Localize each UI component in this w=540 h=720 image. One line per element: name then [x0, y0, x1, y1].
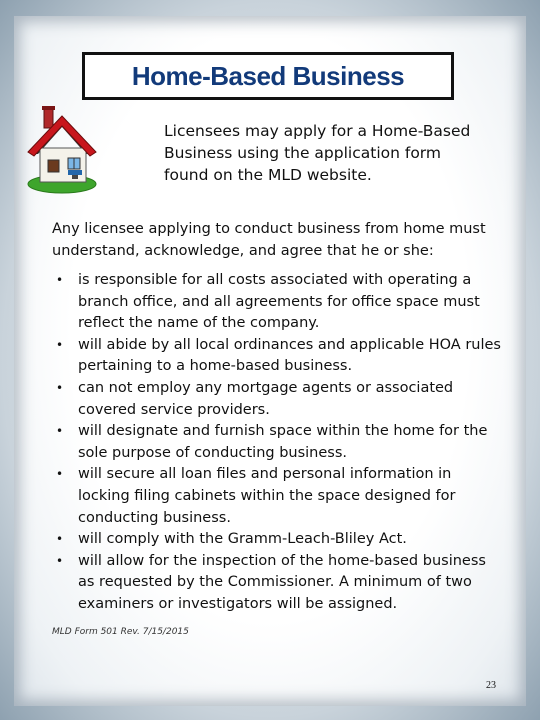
- list-item: • will allow for the inspection of the home-based business as requested by the Commissioner. A minimum of two examiners or investigators will be assigned.: [52, 551, 502, 616]
- page-title: Home-Based Business: [131, 60, 405, 91]
- page-number: 23: [486, 680, 496, 691]
- list-item: • will designate and furnish space within the home for the sole purpose of conducting business.: [52, 421, 502, 464]
- requirements-list: [52, 270, 502, 616]
- intro-text: Licensees may apply for a Home-Based Business using the application form found on the MLD website.: [164, 122, 471, 184]
- list-item: • will secure all loan files and personal information in locking filing cabinets within the space designed for conducting business.: [52, 464, 502, 529]
- list-item: • will comply with the Gramm-Leach-Bliley Act.: [52, 529, 502, 551]
- list-item: • is responsible for all costs associated with operating a branch office, and all agreements for office space must reflect the name of the company.: [52, 270, 502, 335]
- form-number: MLD Form 501 Rev. 7/15/2015: [52, 627, 189, 637]
- title-box: [82, 52, 454, 100]
- lead-paragraph: Any licensee applying to conduct business from home must understand, acknowledge, and agree that he or she:: [52, 221, 486, 259]
- house-icon: [24, 104, 100, 200]
- list-item: • can not employ any mortgage agents or associated covered service providers.: [52, 378, 502, 421]
- list-item: • will abide by all local ordinances and applicable HOA rules pertaining to a home-based business.: [52, 335, 502, 378]
